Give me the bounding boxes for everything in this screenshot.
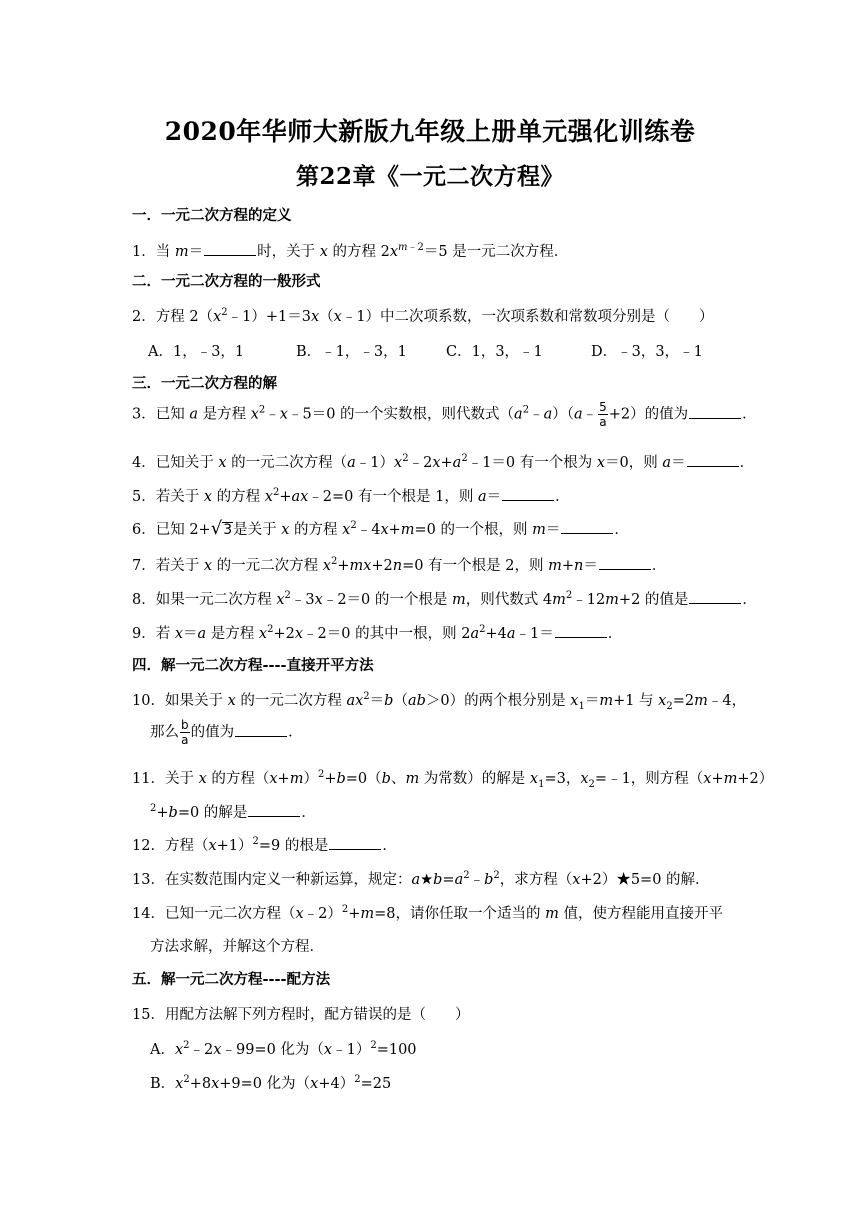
section-heading-1: 一．一元二次方程的定义 [132, 207, 292, 224]
option-a[interactable]: A．1，﹣3，1 [148, 344, 245, 360]
answer-blank[interactable] [235, 722, 287, 737]
section-heading-3: 三．一元二次方程的解 [132, 375, 277, 392]
question-7: 7．若关于 x 的一元二次方程 $x^2+mx+2n=0$ 有一个根是 2，则 m+n＝ ． [132, 556, 667, 574]
question-9: 9．若 x＝a 是方程 $x^2+2x﹣2=0$ 的其中一根，则 $2a^2+4a﹣1=$ ． [132, 624, 623, 642]
question-4: 4．已知关于 x 的一元二次方程$(a﹣1)x^2﹣2x+a^2﹣1=0$ 有一个根为 x＝0，则 a＝ ． [132, 453, 755, 471]
section-heading-5: 五．解一元二次方程----配方法 [132, 971, 331, 988]
question-2: 2．方程 $2(x^2﹣1)+1=3x(x﹣1)$中二次项系数，一次项系数和常数项分别是（ ） [132, 307, 714, 325]
document-title: 2020年华师大新版九年级上册单元强化训练卷 [164, 117, 696, 146]
answer-blank[interactable] [502, 486, 554, 501]
answer-blank[interactable] [248, 802, 300, 817]
question-14: 14．已知一元二次方程（x﹣2）$^2$+m=8，请你任取一个适当的 m 值，使方程能用直接开平 [132, 904, 723, 922]
question-10-cont: 那么 $\frac{b}{a}$ 的值为 ． [150, 718, 303, 747]
answer-blank[interactable] [561, 519, 613, 534]
option-b[interactable]: B．﹣1，﹣3，1 [296, 344, 407, 360]
question-15-option-a[interactable]: A．$x^2﹣2x﹣99=0$ 化为（x﹣1）$^2$=100 [150, 1040, 417, 1058]
answer-blank[interactable] [555, 623, 607, 638]
question-13: 13．在实数范围内定义一种新运算，规定：$a★b=a^2﹣b^2$，求方程（x+2）★5=0 的解． [132, 870, 710, 888]
question-12: 12．方程$(x+1)^2=9$ 的根是 ． [132, 836, 397, 854]
section-heading-4: 四．解一元二次方程----直接开平方法 [132, 657, 374, 674]
option-d[interactable]: D．﹣3，3，﹣1 [591, 344, 703, 360]
question-11: 11．关于 x 的方程$(x+m)^2+b=0(b$、m 为常数）的解是 $x_1=3$，$x_2=﹣1$，则方程（x+m+2） [132, 769, 774, 790]
fraction-5-over-a: $\frac{5}{a}$ [599, 400, 607, 429]
question-15: 15．用配方法解下列方程时，配方错误的是（ ） [132, 1007, 470, 1023]
question-5: 5．若关于 x 的方程 $x^2+ax﹣2=0$ 有一个根是 1，则 a＝ ． [132, 487, 570, 505]
question-14-cont: 方法求解，并解这个方程． [150, 939, 324, 955]
answer-blank[interactable] [599, 555, 651, 570]
answer-blank[interactable] [687, 452, 739, 467]
question-3: 3．已知 a 是方程 $x^2﹣x﹣5=0$ 的一个实数根，则代数式$(a^2﹣a)(a﹣$ $\frac{5}{a}$ +2）的值为 ． [132, 400, 757, 429]
sqrt-symbol: √ [210, 518, 223, 539]
section-heading-2: 二．一元二次方程的一般形式 [132, 273, 321, 290]
question-1: 1．当 m＝ 时，关于 x 的方程 $2x^{m﹣2}=5$ 是一元二次方程． [132, 242, 569, 260]
question-8: 8．如果一元二次方程 $x^2﹣3x﹣2=0$ 的一个根是 m，则代数式 $4m^2﹣12m+2$ 的值是 ． [132, 590, 757, 608]
document-subtitle: 第22章《一元二次方程》 [295, 163, 564, 190]
answer-blank[interactable] [204, 241, 256, 256]
answer-blank[interactable] [329, 835, 381, 850]
fraction-b-over-a: $\frac{b}{a}$ [181, 718, 189, 747]
question-2-options [148, 340, 703, 361]
question-11-cont: $^2$+b=0 的解是 ． [150, 803, 316, 821]
answer-blank[interactable] [689, 404, 741, 419]
question-10: 10．如果关于 x 的一元二次方程 $ax^2=b(ab>0)$的两个根分别是 $x_1=m+1$ 与 $x_2=2m﹣4$， [132, 691, 747, 712]
question-6: 6．已知 2+√3是关于 x 的方程 $x^2﹣4x+m=0$ 的一个根，则 m＝ ． [132, 518, 629, 539]
answer-blank[interactable] [689, 589, 741, 604]
option-c[interactable]: C．1，3，﹣1 [446, 344, 543, 360]
question-15-option-b[interactable]: B．$x^2+8x+9=0$ 化为$(x+4)^2=25$ [150, 1074, 392, 1092]
